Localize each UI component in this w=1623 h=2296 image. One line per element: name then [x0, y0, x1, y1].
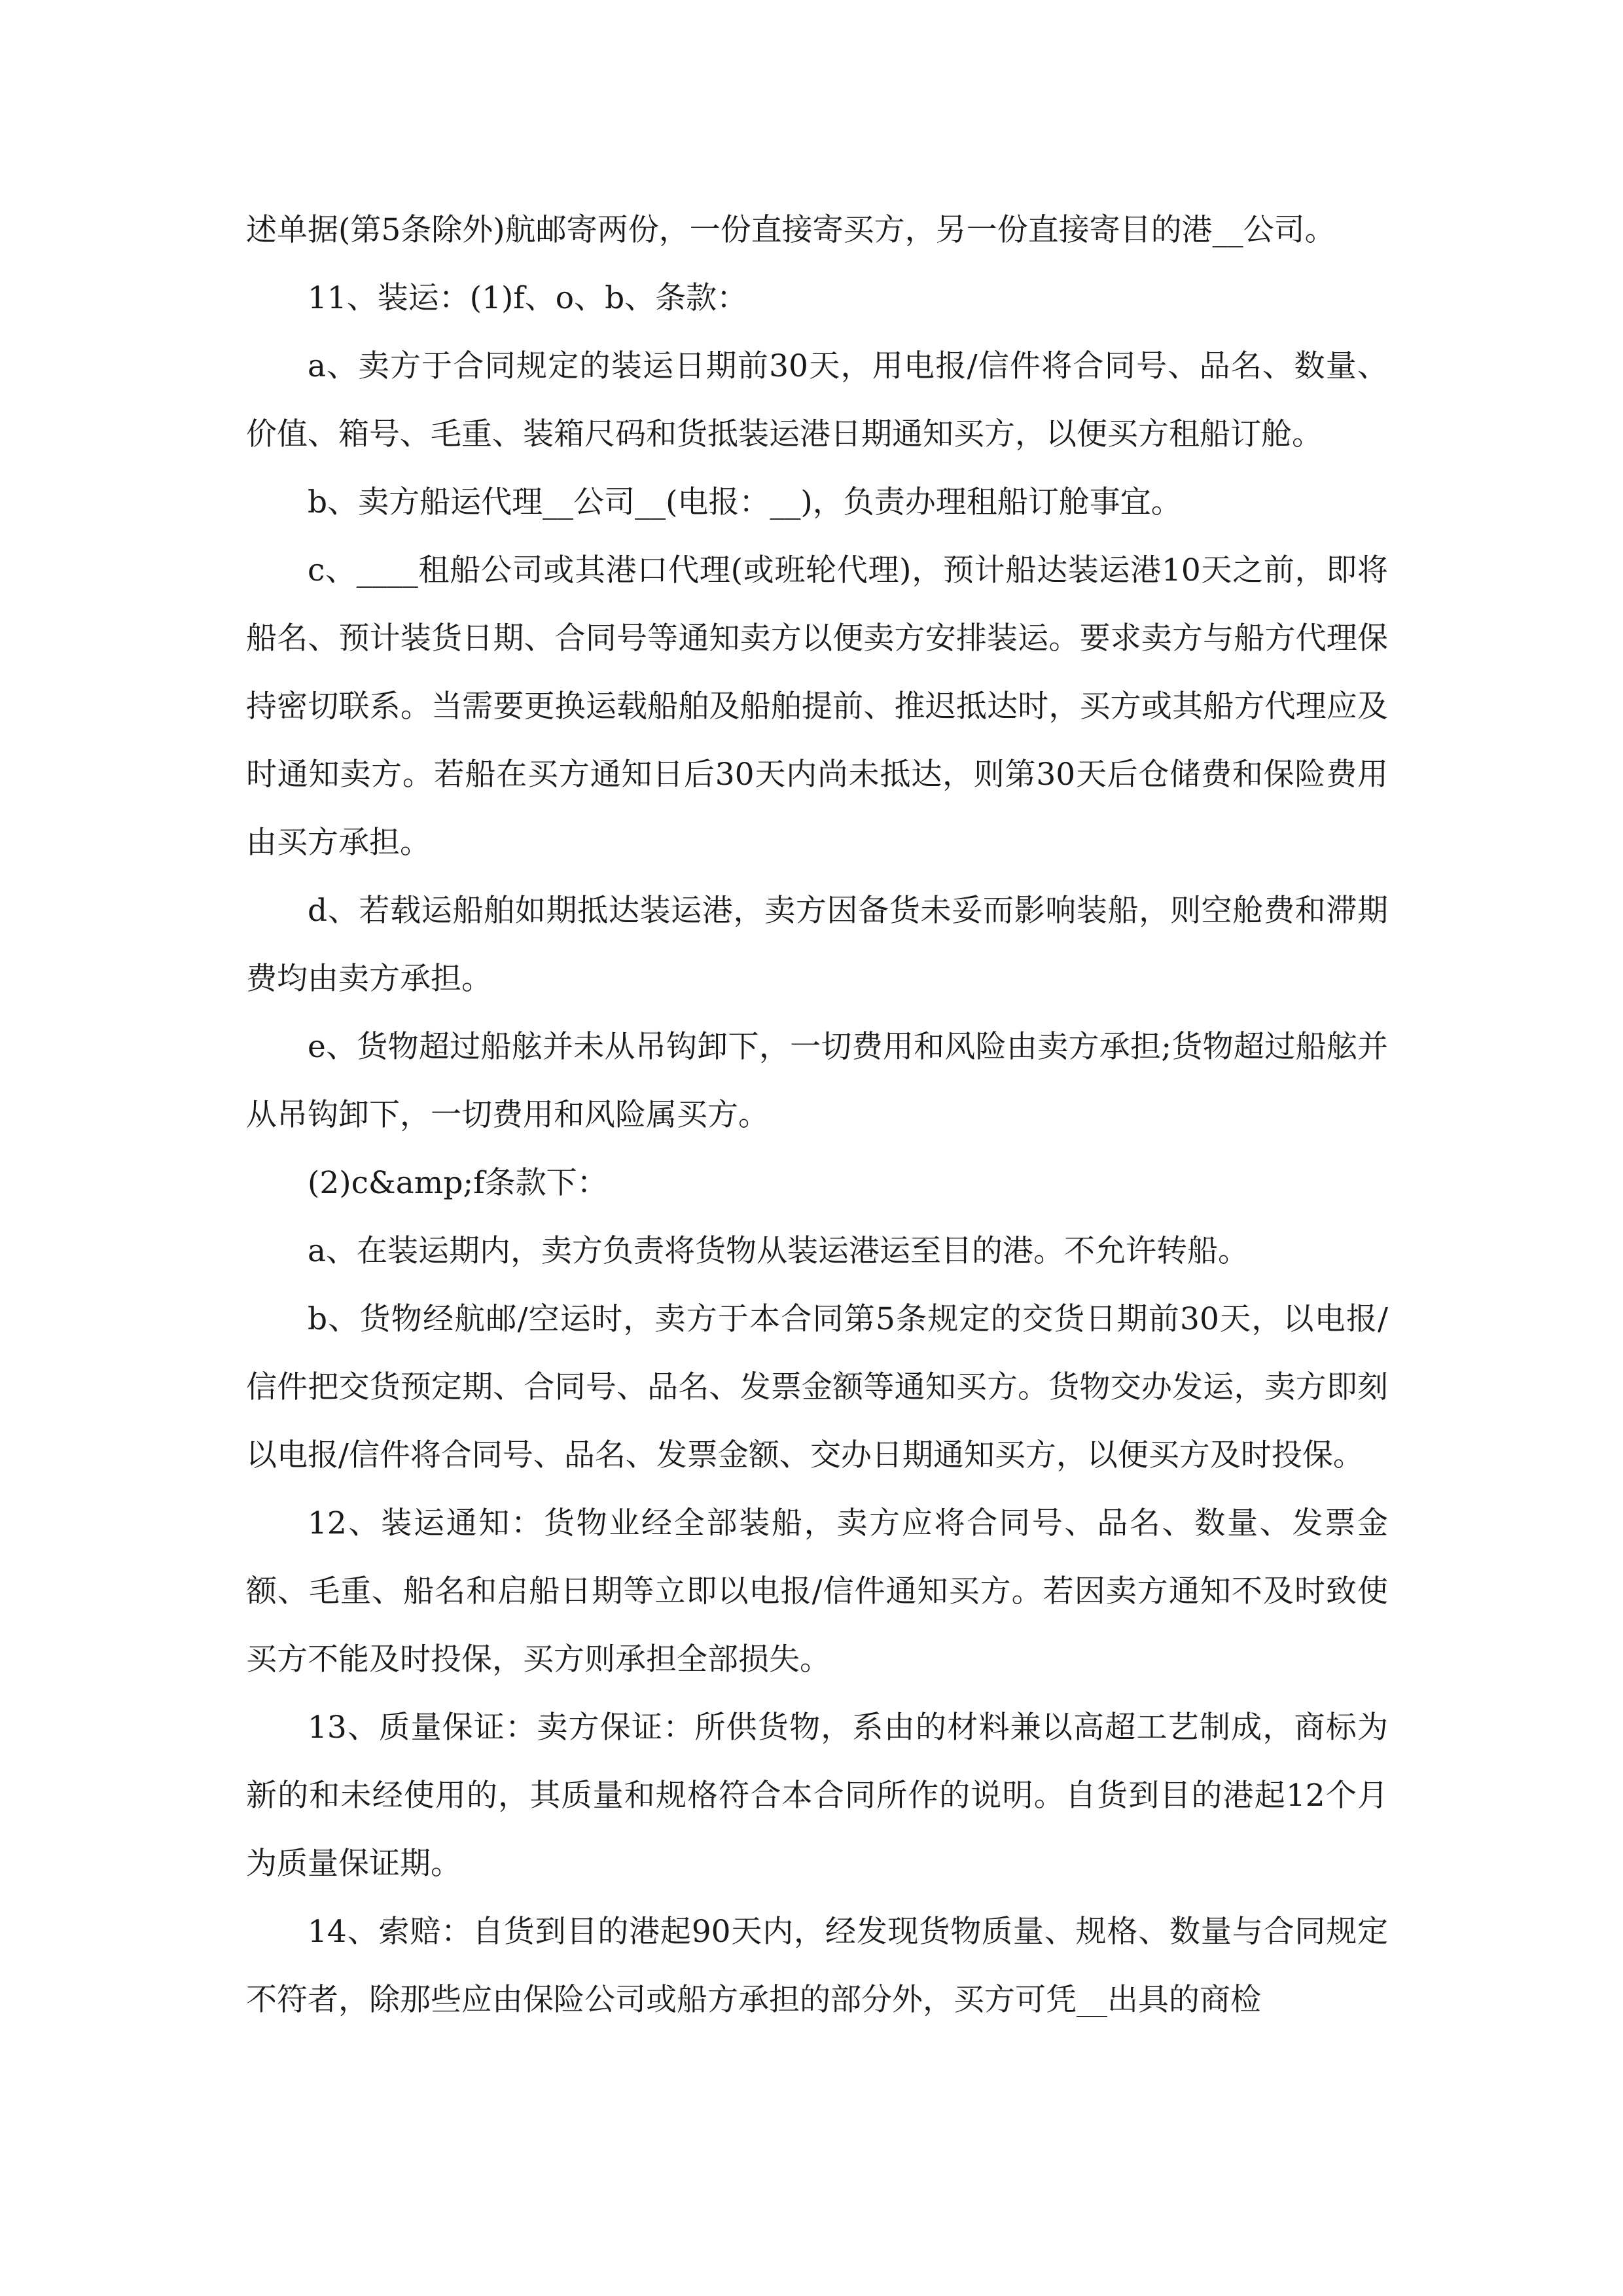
document-body: [246, 196, 1388, 2034]
paragraph-clause-11-shipment: 11、装运：(1)f、o、b、条款：: [308, 280, 748, 316]
paragraph-clause-11-2: (2)c&amp;f条款下：: [308, 1165, 608, 1201]
paragraph-clause-11-1-e: e、货物超过船舷并未从吊钩卸下，一切费用和风险由卖方承担;货物超过船舷并从吊钩卸下，一切费用和风险属买方。: [246, 1029, 1388, 1133]
paragraph-clause-12-shipping-notice: 12、装运通知：货物业经全部装船，卖方应将合同号、品名、数量、发票金额、毛重、船名和启船日期等立即以电报/信件通知买方。若因卖方通知不及时致使买方不能及时投保，买方则承担全部损失。: [246, 1505, 1388, 1677]
paragraph-clause-11-1-a: a、卖方于合同规定的装运日期前30天，用电报/信件将合同号、品名、数量、价值、箱号、毛重、装箱尺码和货抵装运港日期通知买方，以便买方租船订舱。: [246, 348, 1388, 452]
paragraph-clause-11-1-c: c、____租船公司或其港口代理(或班轮代理)，预计船达装运港10天之前，即将船名、预计装货日期、合同号等通知卖方以便卖方安排装运。要求卖方与船方代理保持密切联系。当需要更换运载船舶及船舶提前、推迟抵达时，买方或其船方代理应及时通知卖方。若船在买方通知日后30天内尚未抵达，则第30天后仓储费和保险费用由买方承担。: [246, 552, 1388, 861]
paragraph-clause-11-1-d: d、若载运船舶如期抵达装运港，卖方因备货未妥而影响装船，则空舱费和滞期费均由卖方承担。: [246, 893, 1388, 997]
paragraph-document-list-continuation: 述单据(第5条除外)航邮寄两份，一份直接寄买方，另一份直接寄目的港__公司。: [246, 212, 1336, 248]
paragraph-clause-11-2-a: a、在装运期内，卖方负责将货物从装运港运至目的港。不允许转船。: [308, 1233, 1249, 1269]
paragraph-clause-14-claims: 14、索赔：自货到目的港起90天内，经发现货物质量、规格、数量与合同规定不符者，除那些应由保险公司或船方承担的部分外，买方可凭__出具的商检: [246, 1914, 1388, 2018]
paragraph-clause-13-quality-guarantee: 13、质量保证：卖方保证：所供货物，系由的材料兼以高超工艺制成，商标为新的和未经使用的，其质量和规格符合本合同所作的说明。自货到目的港起12个月为质量保证期。: [246, 1710, 1388, 1882]
paragraph-clause-11-2-b: b、货物经航邮/空运时，卖方于本合同第5条规定的交货日期前30天，以电报/信件把交货预定期、合同号、品名、发票金额等通知买方。货物交办发运，卖方即刻以电报/信件将合同号、品名、发票金额、交办日期通知买方，以便买方及时投保。: [246, 1301, 1388, 1473]
paragraph-clause-11-1-b: b、卖方船运代理__公司__(电报：__)，负责办理租船订舱事宜。: [308, 484, 1182, 520]
